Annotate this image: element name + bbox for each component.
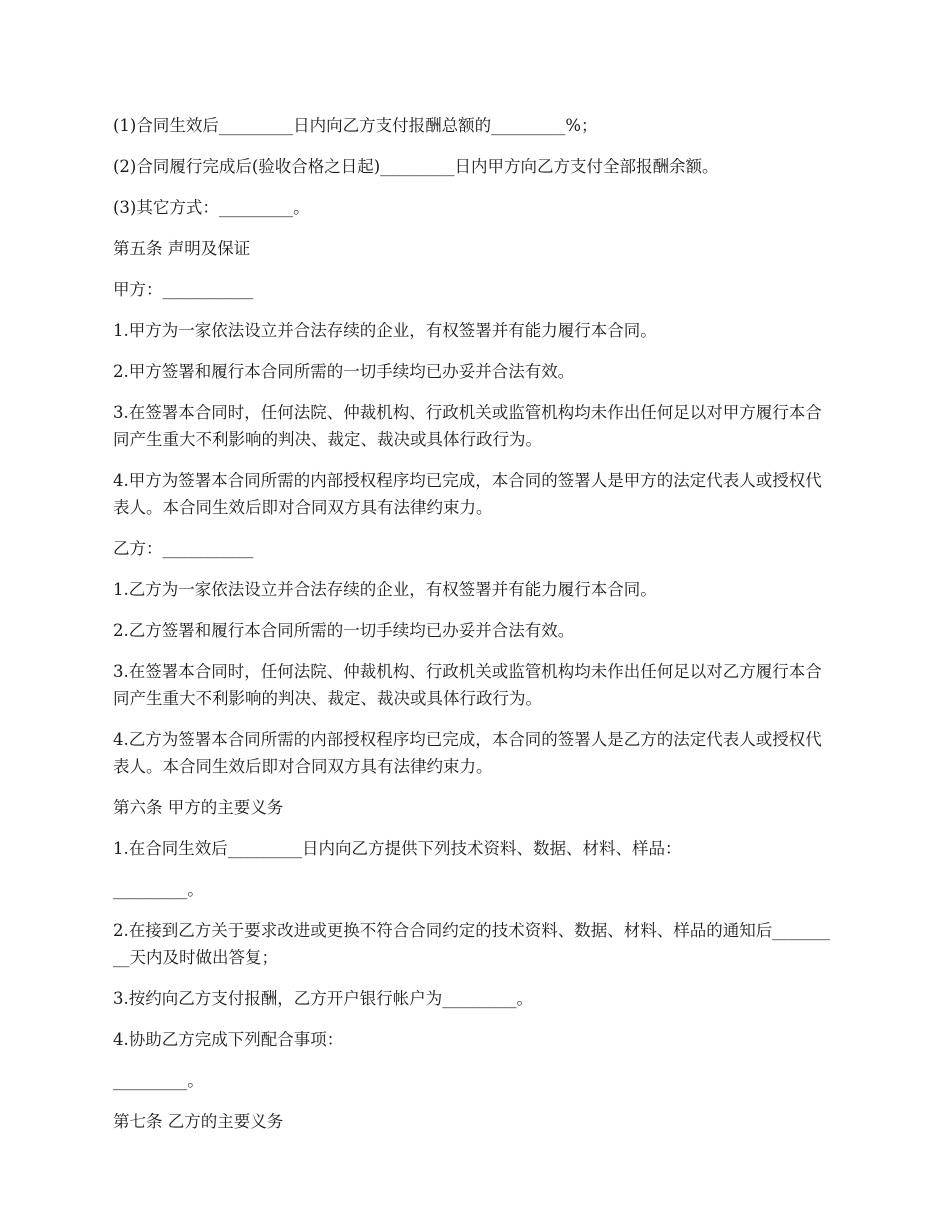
article-6-clause-3: 3.按约向乙方支付报酬，乙方开户银行帐户为_________。 bbox=[113, 989, 533, 1008]
party-a-clause-4: 4.甲方为签署本合同所需的内部授权程序均已完成，本合同的签署人是甲方的法定代表人或授权代表人。本合同生效后即对合同双方具有法律约束力。 bbox=[113, 471, 822, 517]
article-7-heading: 第七条 乙方的主要义务 bbox=[113, 1112, 284, 1131]
party-b-label: 乙方：___________ bbox=[113, 539, 254, 558]
payment-term-1: (1)合同生效后_________日内向乙方支付报酬总额的_________%； bbox=[113, 116, 598, 135]
article-6-clause-1-blank: _________。 bbox=[113, 880, 204, 899]
payment-term-2: (2)合同履行完成后(验收合格之日起)_________日内甲方向乙方支付全部报酬余额。 bbox=[113, 157, 719, 176]
article-6-clause-4-blank: _________。 bbox=[113, 1071, 204, 1090]
article-5-heading: 第五条 声明及保证 bbox=[113, 239, 251, 258]
party-a-clause-1: 1.甲方为一家依法设立并合法存续的企业，有权签署并有能力履行本合同。 bbox=[113, 321, 657, 340]
party-a-clause-2: 2.甲方签署和履行本合同所需的一切手续均已办妥并合法有效。 bbox=[113, 362, 575, 381]
article-6-clause-2: 2.在接到乙方关于要求改进或更换不符合合同约定的技术资料、数据、材料、样品的通知后_________天内及时做出答复； bbox=[113, 921, 830, 967]
document-body bbox=[113, 112, 838, 1149]
party-a-clause-3: 3.在签署本合同时，任何法院、仲裁机构、行政机关或监管机构均未作出任何足以对甲方履行本合同产生重大不利影响的判决、裁定、裁决或具体行政行为。 bbox=[113, 403, 822, 449]
party-b-clause-4: 4.乙方为签署本合同所需的内部授权程序均已完成，本合同的签署人是乙方的法定代表人或授权代表人。本合同生效后即对合同双方具有法律约束力。 bbox=[113, 730, 822, 776]
party-b-clause-1: 1.乙方为一家依法设立并合法存续的企业，有权签署并有能力履行本合同。 bbox=[113, 580, 657, 599]
party-a-label: 甲方：___________ bbox=[113, 280, 254, 299]
payment-term-3: (3)其它方式：_________。 bbox=[113, 198, 310, 217]
article-6-clause-4: 4.协助乙方完成下列配合事项： bbox=[113, 1030, 344, 1049]
article-6-heading: 第六条 甲方的主要义务 bbox=[113, 798, 284, 817]
article-6-clause-1: 1.在合同生效后_________日内向乙方提供下列技术资料、数据、材料、样品： bbox=[113, 839, 682, 858]
party-b-clause-2: 2.乙方签署和履行本合同所需的一切手续均已办妥并合法有效。 bbox=[113, 621, 575, 640]
party-b-clause-3: 3.在签署本合同时，任何法院、仲裁机构、行政机关或监管机构均未作出任何足以对乙方履行本合同产生重大不利影响的判决、裁定、裁决或具体行政行为。 bbox=[113, 662, 822, 708]
